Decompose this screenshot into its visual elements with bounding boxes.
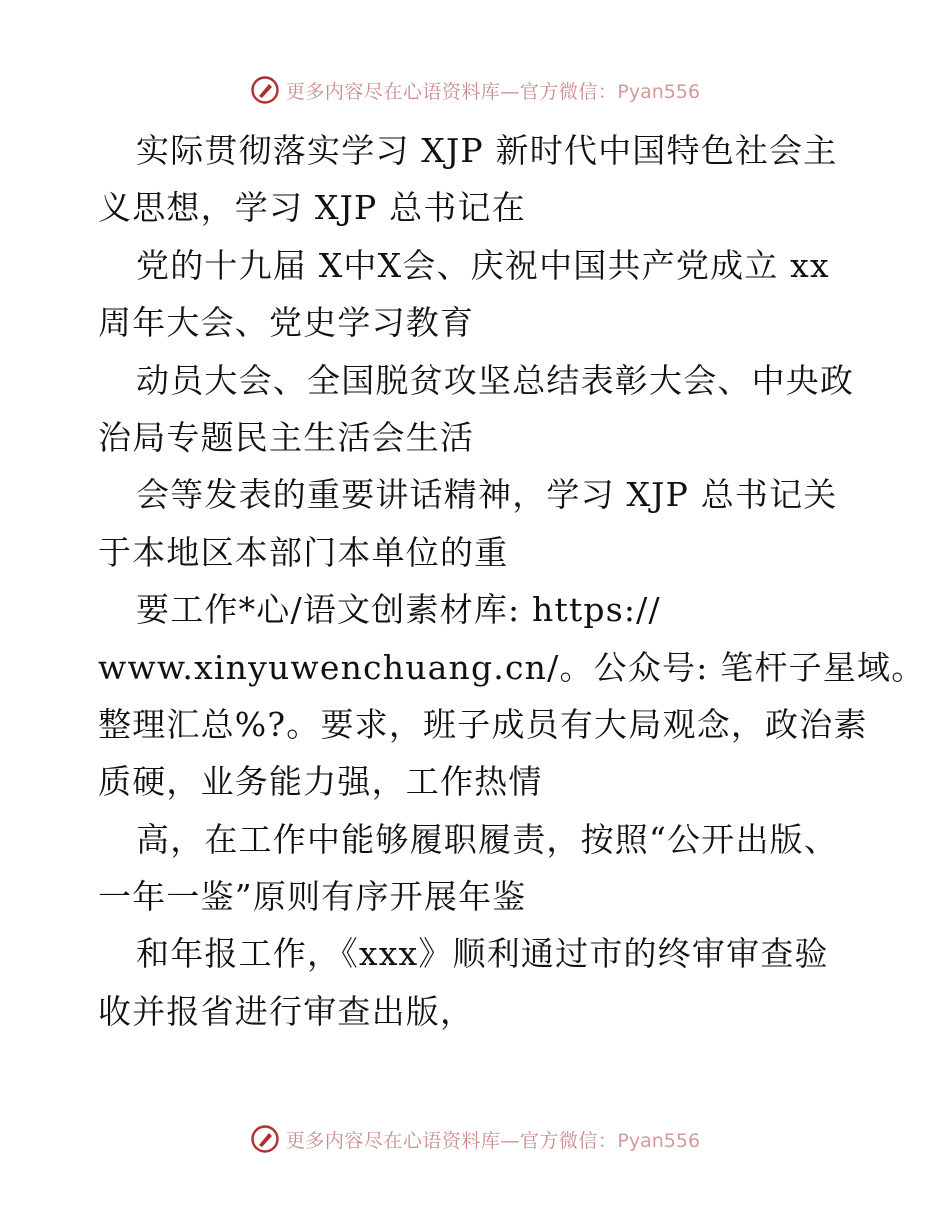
body-line: 周年大会、党史学习教育 <box>98 303 475 343</box>
body-line: 要工作*心/语文创素材库: https:// <box>136 590 661 630</box>
pen-nib-circle-icon <box>250 1124 280 1154</box>
header-banner <box>0 70 950 110</box>
footer-wechat-id: Pyan556 <box>617 1129 701 1152</box>
body-line: 收并报省进行审查出版， <box>98 991 475 1031</box>
body-line: 动员大会、全国脱贫攻坚总结表彰大会、中央政 <box>136 360 855 400</box>
body-line: 义思想，学习 XJP 总书记在 <box>98 188 526 228</box>
body-line: 和年报工作，《xxx》顺利通过市的终审审查验 <box>136 934 829 974</box>
body-line: 于本地区本部门本单位的重 <box>98 532 509 572</box>
footer-banner-text: 更多内容尽在心语资料库—官方微信：Pyan556 <box>285 1129 701 1152</box>
document-body <box>98 122 926 1040</box>
body-line: 会等发表的重要讲话精神，学习 XJP 总书记关 <box>136 475 838 515</box>
body-line: 治局专题民主生活会生活 <box>98 417 475 457</box>
header-wechat-id: Pyan556 <box>617 80 701 103</box>
header-banner-text: 更多内容尽在心语资料库—官方微信：Pyan556 <box>285 80 701 103</box>
footer-banner <box>0 1119 950 1159</box>
body-line: 高，在工作中能够履职履责，按照“公开出版、 <box>136 819 839 859</box>
body-line: 一年一鉴”原则有序开展年鉴 <box>98 877 527 917</box>
body-line: 党的十九届 X中X会、庆祝中国共产党成立 xx <box>136 245 830 285</box>
body-line: 整理汇总%?。要求，班子成员有大局观念，政治素 <box>98 704 868 744</box>
body-line: 质硬，业务能力强，工作热情 <box>98 762 543 802</box>
pen-nib-circle-icon <box>250 75 280 105</box>
body-line: 实际贯彻落实学习 XJP 新时代中国特色社会主 <box>136 131 838 170</box>
body-line: www.xinyuwenchuang.cn/。公众号: 笔杆子星域。 <box>98 647 926 687</box>
